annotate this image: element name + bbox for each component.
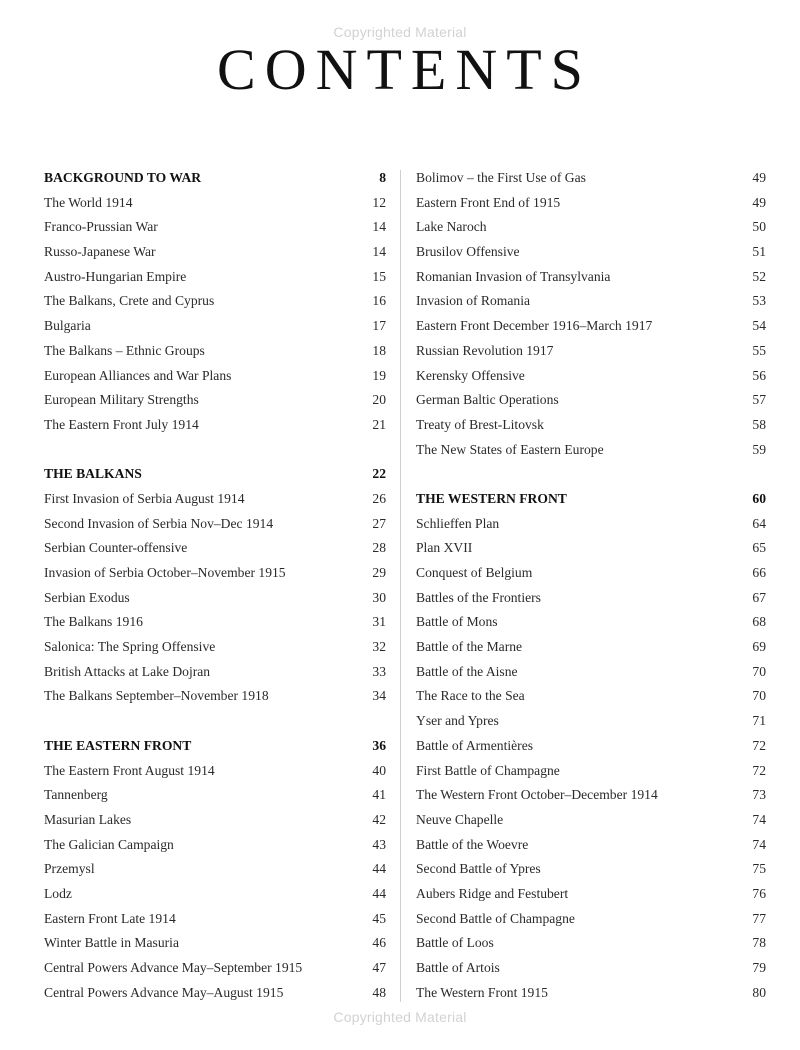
toc-entry xyxy=(416,734,766,759)
page-number: 29 xyxy=(372,565,386,580)
entry-title: Bulgaria xyxy=(44,318,91,334)
page-number: 36 xyxy=(372,737,386,753)
page-number: 52 xyxy=(752,268,766,284)
entry-title: Battle of Armentières xyxy=(416,737,534,753)
toc-entry xyxy=(44,191,386,216)
page-number: 19 xyxy=(372,367,386,383)
page-number: 43 xyxy=(372,836,386,852)
page-number: 72 xyxy=(752,737,766,753)
page-number: 32 xyxy=(372,639,386,655)
entry-title: Russo-Japanese War xyxy=(44,244,156,260)
toc-entry xyxy=(416,265,766,290)
page-number: 64 xyxy=(752,515,766,531)
toc-entry xyxy=(44,265,386,290)
page-number: 51 xyxy=(752,244,766,260)
page-number: 55 xyxy=(752,342,766,358)
entry-title: The Balkans – Ethnic Groups xyxy=(44,342,205,358)
toc-entry xyxy=(416,586,766,611)
page-number: 69 xyxy=(752,639,766,655)
toc-entry xyxy=(44,635,386,660)
page-number: 50 xyxy=(752,219,766,235)
entry-title: The World 1914 xyxy=(44,194,133,210)
page-number: 33 xyxy=(372,663,386,679)
page-number: 44 xyxy=(372,885,386,901)
section-spacer xyxy=(44,709,386,734)
page-number: 34 xyxy=(372,688,386,704)
entry-title: Invasion of Romania xyxy=(416,293,531,309)
toc-entry xyxy=(44,857,386,882)
entry-title: Eastern Front End of 1915 xyxy=(416,194,561,210)
entry-title: Romanian Invasion of Transylvania xyxy=(416,268,611,284)
toc-section-heading xyxy=(44,166,386,191)
toc-entry xyxy=(44,512,386,537)
entry-title: Battle of Loos xyxy=(416,935,494,951)
toc-entry xyxy=(44,240,386,265)
page-number: 49 xyxy=(752,194,766,210)
toc-entry xyxy=(44,364,386,389)
toc-entry xyxy=(44,684,386,709)
toc-section-heading xyxy=(416,487,766,512)
entry-title: First Invasion of Serbia August 1914 xyxy=(44,490,245,506)
section-title: THE BALKANS xyxy=(44,466,142,482)
toc-entry xyxy=(416,512,766,537)
toc-entry xyxy=(416,759,766,784)
toc-entry xyxy=(416,931,766,956)
page-number: 70 xyxy=(752,663,766,679)
entry-title: Russian Revolution 1917 xyxy=(416,342,554,358)
page-number: 65 xyxy=(752,540,766,556)
entry-title: European Military Strengths xyxy=(44,392,199,408)
entry-title: Plan XVII xyxy=(416,540,473,556)
toc-entry xyxy=(44,289,386,314)
page-number: 76 xyxy=(752,885,766,901)
toc-right-column xyxy=(416,166,766,1005)
toc-entry xyxy=(44,907,386,932)
toc-entry xyxy=(416,240,766,265)
entry-title: Invasion of Serbia October–November 1915 xyxy=(44,565,286,580)
page-number: 20 xyxy=(372,392,386,408)
toc-entry xyxy=(44,586,386,611)
page-number: 49 xyxy=(752,170,766,185)
page-number: 15 xyxy=(372,268,386,284)
page-number: 71 xyxy=(752,713,766,729)
section-spacer xyxy=(44,438,386,463)
toc-entry xyxy=(44,956,386,981)
toc-entry xyxy=(44,931,386,956)
page-number: 41 xyxy=(372,787,386,803)
page-number: 57 xyxy=(752,392,766,408)
page-number: 56 xyxy=(752,367,766,383)
entry-title: Salonica: The Spring Offensive xyxy=(44,639,216,655)
toc-entry xyxy=(416,709,766,734)
entry-title: Schlieffen Plan xyxy=(416,515,500,531)
toc-entry xyxy=(44,215,386,240)
entry-title: Aubers Ridge and Festubert xyxy=(416,885,569,901)
page-number: 14 xyxy=(372,244,386,260)
entry-title: Przemysl xyxy=(44,861,95,877)
toc-entry xyxy=(44,833,386,858)
page-number: 18 xyxy=(372,342,386,358)
toc-entry xyxy=(416,413,766,438)
toc-entry xyxy=(416,808,766,833)
page-number: 40 xyxy=(372,762,386,778)
toc-entry xyxy=(416,610,766,635)
toc-entry xyxy=(416,438,766,463)
entry-title: Bolimov – the First Use of Gas xyxy=(416,170,586,185)
page-number: 8 xyxy=(379,170,386,185)
entry-title: Eastern Front December 1916–March 1917 xyxy=(416,318,653,334)
toc-entry xyxy=(416,166,766,191)
toc-section-heading xyxy=(44,734,386,759)
page-number: 45 xyxy=(372,910,386,926)
page-number: 78 xyxy=(752,935,766,951)
page-number: 14 xyxy=(372,219,386,235)
toc-entry xyxy=(416,981,766,1006)
toc-entry xyxy=(44,339,386,364)
entry-title: Lake Naroch xyxy=(416,219,487,235)
entry-title: Battles of the Frontiers xyxy=(416,589,541,605)
page-number: 44 xyxy=(372,861,386,877)
page-number: 59 xyxy=(752,441,766,457)
toc-entry xyxy=(416,388,766,413)
entry-title: The New States of Eastern Europe xyxy=(416,441,604,457)
toc-entry xyxy=(416,364,766,389)
entry-title: The Balkans 1916 xyxy=(44,614,143,630)
entry-title: Second Battle of Champagne xyxy=(416,910,575,926)
page-number: 80 xyxy=(752,984,766,1000)
page-number: 74 xyxy=(752,836,766,852)
toc-entry xyxy=(44,759,386,784)
toc-entry xyxy=(416,289,766,314)
entry-title: The Eastern Front August 1914 xyxy=(44,762,215,778)
watermark-bottom: Copyrighted Material xyxy=(333,1009,467,1025)
page-number: 73 xyxy=(752,787,766,803)
page-number: 54 xyxy=(752,318,766,334)
entry-title: The Western Front October–December 1914 xyxy=(416,787,658,803)
page-number: 77 xyxy=(752,910,766,926)
page-number: 72 xyxy=(752,762,766,778)
entry-title: Battle of Artois xyxy=(416,960,500,975)
section-title: THE EASTERN FRONT xyxy=(44,737,192,753)
entry-title: Eastern Front Late 1914 xyxy=(44,910,176,926)
entry-title: The Western Front 1915 xyxy=(416,984,548,1000)
entry-title: Kerensky Offensive xyxy=(416,367,525,383)
toc-entry xyxy=(416,314,766,339)
toc-entry xyxy=(44,487,386,512)
toc-entry xyxy=(416,684,766,709)
entry-title: The Race to the Sea xyxy=(416,688,525,704)
entry-title: German Baltic Operations xyxy=(416,392,559,408)
page-number: 48 xyxy=(372,984,386,1000)
entry-title: Battle of Mons xyxy=(416,614,498,630)
toc-section-heading xyxy=(44,462,386,487)
entry-title: Serbian Exodus xyxy=(44,589,130,605)
page-number: 53 xyxy=(752,293,766,309)
toc-entry xyxy=(416,339,766,364)
page-number: 42 xyxy=(372,811,386,827)
section-title: BACKGROUND TO WAR xyxy=(44,170,202,185)
page-number: 27 xyxy=(372,515,386,531)
entry-title: Battle of the Marne xyxy=(416,639,523,655)
page-number: 22 xyxy=(372,466,386,482)
page-number: 60 xyxy=(752,490,766,506)
entry-title: Second Invasion of Serbia Nov–Dec 1914 xyxy=(44,515,274,531)
toc-entry xyxy=(44,808,386,833)
page-number: 30 xyxy=(372,589,386,605)
toc-entry xyxy=(416,536,766,561)
toc-entry xyxy=(44,660,386,685)
entry-title: The Balkans, Crete and Cyprus xyxy=(44,293,215,309)
entry-title: European Alliances and War Plans xyxy=(44,367,232,383)
watermark-top: Copyrighted Material xyxy=(333,24,467,40)
page-number: 79 xyxy=(752,960,766,975)
toc-entry xyxy=(44,783,386,808)
toc-entry xyxy=(416,882,766,907)
toc-entry xyxy=(44,561,386,586)
entry-title: Central Powers Advance May–September 1915 xyxy=(44,960,303,975)
page-number: 17 xyxy=(372,318,386,334)
toc-entry xyxy=(416,956,766,981)
toc-entry xyxy=(416,907,766,932)
entry-title: Yser and Ypres xyxy=(416,713,499,729)
toc-entry xyxy=(44,413,386,438)
page-number: 26 xyxy=(372,490,386,506)
toc-entry xyxy=(416,833,766,858)
entry-title: Conquest of Belgium xyxy=(416,565,533,580)
page-number: 12 xyxy=(372,194,386,210)
entry-title: Neuve Chapelle xyxy=(416,811,504,827)
page-number: 70 xyxy=(752,688,766,704)
toc-entry xyxy=(44,388,386,413)
section-title: THE WESTERN FRONT xyxy=(416,490,567,506)
page-number: 31 xyxy=(372,614,386,630)
toc-entry xyxy=(416,191,766,216)
page-number: 58 xyxy=(752,416,766,432)
entry-title: Brusilov Offensive xyxy=(416,244,520,260)
entry-title: The Balkans September–November 1918 xyxy=(44,688,269,704)
entry-title: Winter Battle in Masuria xyxy=(44,935,179,951)
toc-entry xyxy=(44,882,386,907)
page-title: CONTENTS xyxy=(217,37,592,102)
toc-entry xyxy=(44,610,386,635)
page-number: 47 xyxy=(372,960,386,975)
toc-entry xyxy=(44,536,386,561)
entry-title: Franco-Prussian War xyxy=(44,219,158,235)
entry-title: Central Powers Advance May–August 1915 xyxy=(44,984,284,1000)
entry-title: The Galician Campaign xyxy=(44,836,174,852)
entry-title: First Battle of Champagne xyxy=(416,762,560,778)
page-number: 66 xyxy=(752,565,766,580)
column-divider xyxy=(400,170,401,1002)
page-number: 75 xyxy=(752,861,766,877)
toc-entry xyxy=(44,981,386,1006)
entry-title: Tannenberg xyxy=(44,787,108,803)
toc-entry xyxy=(416,660,766,685)
toc-entry xyxy=(416,215,766,240)
entry-title: Serbian Counter-offensive xyxy=(44,540,188,556)
entry-title: Battle of the Aisne xyxy=(416,663,518,679)
toc-entry xyxy=(416,783,766,808)
toc-entry xyxy=(44,314,386,339)
page-number: 28 xyxy=(372,540,386,556)
entry-title: Treaty of Brest-Litovsk xyxy=(416,416,544,432)
page-number: 74 xyxy=(752,811,766,827)
toc-entry xyxy=(416,857,766,882)
entry-title: Battle of the Woevre xyxy=(416,836,529,852)
entry-title: Masurian Lakes xyxy=(44,811,132,827)
section-spacer xyxy=(416,462,766,487)
toc-left-column xyxy=(44,166,386,1005)
entry-title: Second Battle of Ypres xyxy=(416,861,541,877)
page-number: 46 xyxy=(372,935,386,951)
entry-title: British Attacks at Lake Dojran xyxy=(44,663,211,679)
page-number: 67 xyxy=(752,589,766,605)
entry-title: Austro-Hungarian Empire xyxy=(44,268,187,284)
entry-title: Lodz xyxy=(44,885,72,901)
toc-entry xyxy=(416,561,766,586)
toc-entry xyxy=(416,635,766,660)
page-number: 16 xyxy=(372,293,386,309)
entry-title: The Eastern Front July 1914 xyxy=(44,416,199,432)
page-number: 68 xyxy=(752,614,766,630)
page-number: 21 xyxy=(372,416,386,432)
